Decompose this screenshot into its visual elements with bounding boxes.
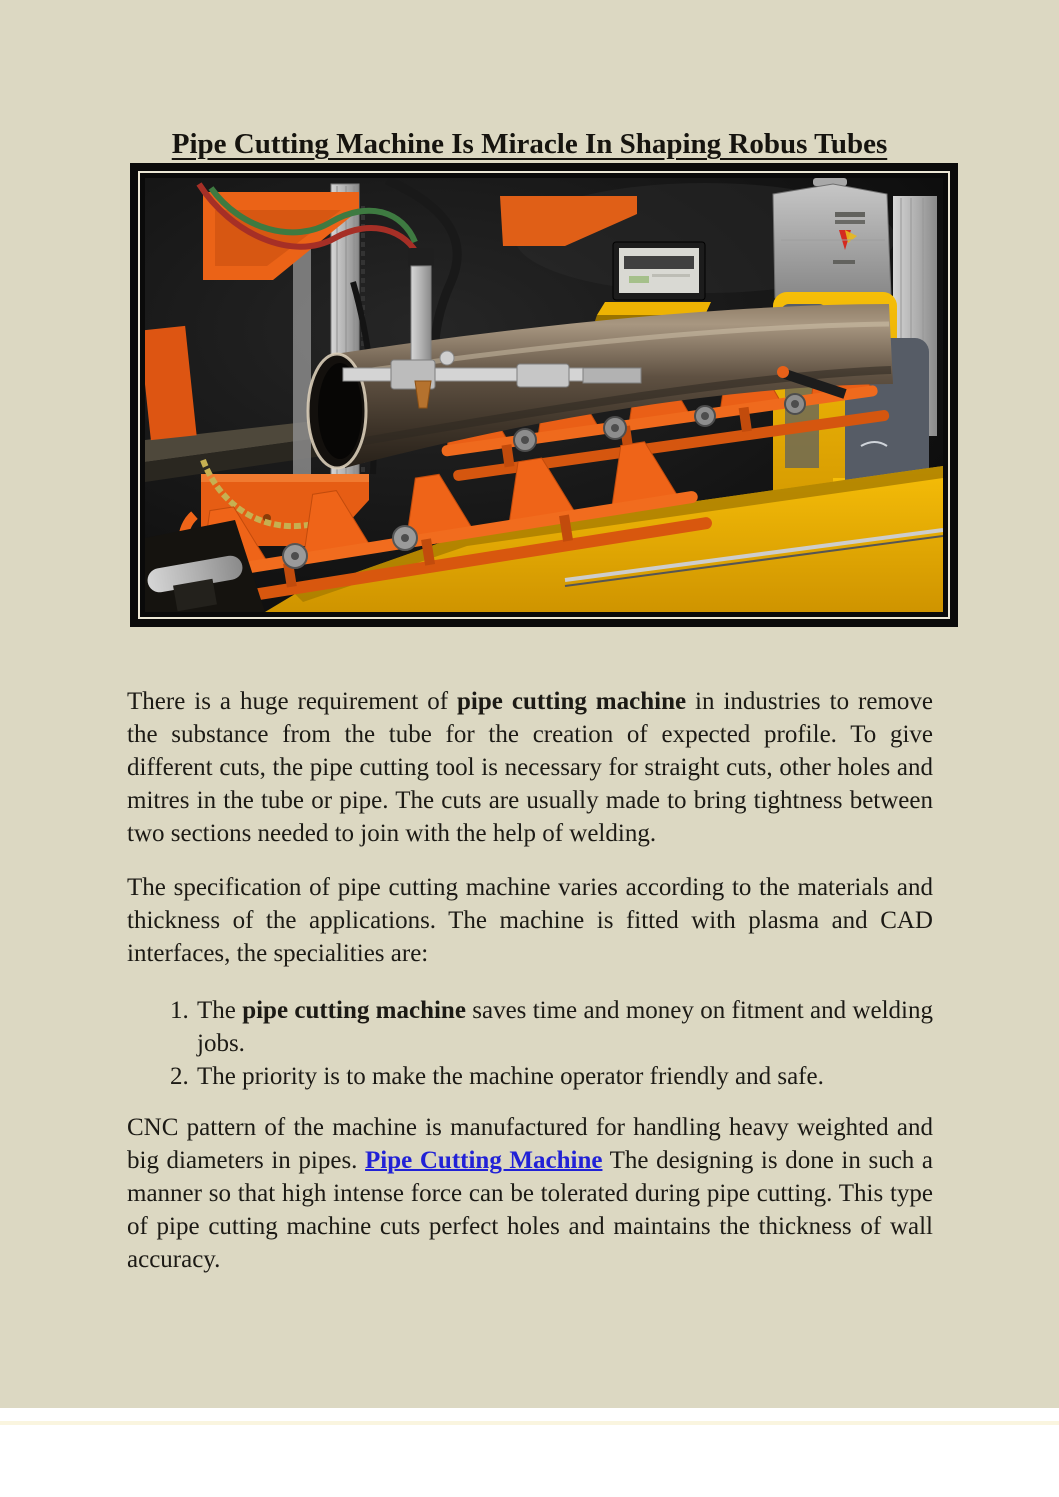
bold-keyword: pipe cutting machine (457, 688, 687, 715)
specialities-list (127, 994, 933, 1093)
page-title: Pipe Cutting Machine Is Miracle In Shaping Robus Tubes (171, 128, 888, 160)
list-item-text: The (197, 997, 243, 1024)
bold-keyword: pipe cutting machine (242, 997, 466, 1024)
machine-photo-frame (130, 163, 958, 627)
paragraph-1 (127, 685, 933, 850)
page-gap (0, 1408, 1059, 1497)
list-item-text: saves time and money on fitment and welding jobs. (197, 997, 933, 1057)
paragraph-1-text: in industries to remove the substance from the tube for the creation of expected profile. To give different cuts, the pipe cutting tool is necessary for straight cuts, other holes and mitres in the tube or pipe. The cuts are usually made to bring tightness between two sections needed to join with the help of welding. (127, 688, 933, 847)
list-item-2: 2. The priority is to make the machine operator friendly and safe. (195, 1060, 933, 1093)
paragraph-3-text: The designing is done in such a manner so that high intense force can be tolerated during pipe cutting. This type of pipe cutting machine cuts perfect holes and maintains the thickness of wall accuracy. (127, 1147, 933, 1273)
paragraph-3 (127, 1111, 933, 1276)
control-head-box (773, 178, 891, 298)
pipe-cutting-machine-illustration (145, 178, 943, 612)
paragraph-2: The specification of pipe cutting machine varies according to the materials and thickness of the applications. The machine is fitted with plasma and CAD interfaces, the specialities are: (127, 874, 933, 967)
machine-photo (140, 173, 948, 617)
paragraph-1-text: There is a huge requirement of (127, 688, 458, 715)
list-item-1 (195, 994, 933, 1060)
next-page-edge (0, 1421, 1059, 1425)
article-body (127, 685, 933, 1276)
pipe-cutting-machine-link[interactable]: Pipe Cutting Machine (365, 1147, 603, 1174)
paragraph-3-text: CNC pattern of the machine is manufactured for handling heavy weighted and big diameters in pipes. (127, 1114, 933, 1174)
